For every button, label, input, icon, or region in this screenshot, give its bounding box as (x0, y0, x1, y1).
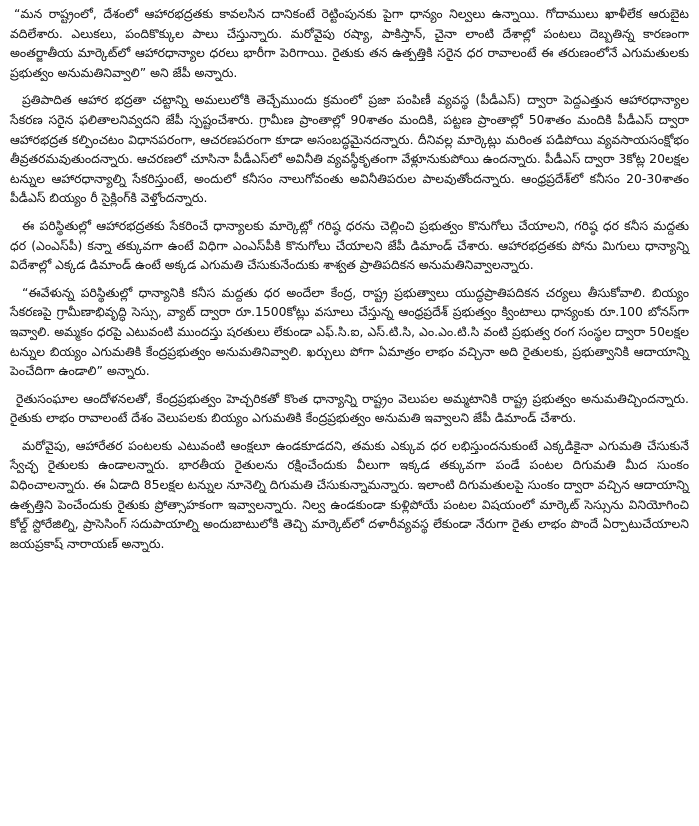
paragraph-msp-purchase: ఈ పరిస్థితుల్లో ఆహారభద్రతకు సేకరించే ధాన్యాలకు మార్కెట్లో గరిష్ఠ ధరను చెల్లించి ప్రభుత్వం కొనుగోలు చేయాలని, గరిష్ఠ ధర కనీస మద్దతు ధర (ఎంఎస్‌పీ) కన్నా తక్కువగా ఉంటే విధిగా ఎంఎస్‌పీకి కొనుగోలు చేయాలని జేపీ డిమాండ్ చేశారు. ఆహారభద్రతకు పోను మిగులు ధాన్యాన్ని విదేశాల్లో ఎక్కడ డిమాండ్ ఉంటే అక్కడ ఎగుమతి చేసుకునేందుకు శాశ్వత ప్రాతిపదికన అనుమతినివ్వాలన్నారు. (10, 217, 689, 273)
paragraph-govt-action-quote: “ఈవేళున్న పరిస్థితుల్లో ధాన్యానికి కనీస మద్దతు ధర అందేలా కేంద్ర, రాష్ట్ర ప్రభుత్వాలు యుద్ధప్రాతిపదికన చర్యలు తీసుకోవాలి. బియ్యం సేకరణపై గ్రామీణాభివృద్ధి సెస్సు, వ్యాట్ ద్వారా రూ.1500కోట్లు వసూలు చేస్తున్న ఆంధ్రప్రదేశ్ ప్రభుత్వం క్వింటాలు ధాన్యంకు రూ.100 బోనస్‌గా ఇవ్వాలి. అమ్మకం ధరపై ఎటువంటి ముందస్తు షరతులు లేకుండా ఎఫ్.సి.ఐ, ఎస్.టి.సి, ఎం.ఎం.టి.సి వంటి ప్రభుత్వ రంగ సంస్థల ద్వారా 50లక్షల టన్నుల బియ్యం ఎగుమతికి కేంద్రప్రభుత్వం అనుమతినివ్వాలి. ఖర్చులు పోగా ఏమాత్రం లాభం వచ్చినా అది రైతులకు, ప్రభుత్వానికి ఆదాయాన్ని పెంచేదిగా ఉండాలి” అన్నారు. (10, 284, 689, 379)
paragraph-non-food-crops: మరోవైపు, ఆహారేతర పంటలకు ఎటువంటి ఆంక్షలూ ఉండకూడదని, తమకు ఎక్కువ ధర లభిస్తుందనుకుంటే ఎక్కడికైనా ఎగుమతి చేసుకునే స్వేచ్ఛ రైతులకు ఉండాలన్నారు. భారతీయ రైతులను రక్షించేందుకు వీలుగా ఇక్కడ తక్కువగా పండే పంటల దిగుమతి మీద సుంకం విధించాలన్నారు. ఈ ఏడాది 85లక్షల టన్నుల నూనెల్ని దిగుమతి చేసుకున్నామన్నారు. ఇలాంటి దిగుమతులపై సుంకం ద్వారా వచ్చిన ఆదాయాన్ని ఉత్పత్తిని పెంచేందుకు రైతుకు ప్రోత్సాహకంగా ఇవ్వాలన్నారు. నిల్వ ఉండకుండా కుళ్లిపోయే పంటల విషయంలో మార్కెట్ సెస్సును వినియోగించి కోల్డ్ స్టోరేజిల్ని, ప్రాసెసింగ్ సదుపాయాల్ని అందుబాటులోకి తెచ్చి మార్కెట్‌లో దళారీవ్యవస్థ లేకుండా నేరుగా రైతు లాభం పొందే ఏర్పాటుచేయాలని జయప్రకాష్ నారాయణ్ అన్నారు. (10, 437, 689, 551)
paragraph-export-demand: “మన రాష్ట్రంలో, దేశంలో ఆహారభద్రతకు కావలసిన దానికంటే రెట్టింపునకు పైగా ధాన్యం నిల్వలు ఉన్నాయి. గోదాములు ఖాళీలేక ఆరుబైట వదిలేశారు. ఎలుకలు, పందికొక్కుల పాలు చేస్తున్నారు. మరోవైపు రష్యా, పాకిస్తాన్, చైనా లాంటి దేశాల్లో పంటలు దెబ్బతిన్న కారణంగా అంతర్జాతీయ మార్కెట్‌లో ఆహారధాన్యాల ధరలు భారీగా పెరిగాయి. రైతుకు తన ఉత్పత్తికి సరైన ధర రావాలంటే ఈ తరుణంలోనే ఎగుమతులకు ప్రభుత్వం అనుమతినివ్వాలి” అని జేపీ అన్నారు. (10, 6, 689, 80)
paragraph-pds-procurement: ప్రతిపాదిత ఆహార భద్రతా చట్టాన్ని అమలులోకి తెచ్చేముందు క్రమంలో ప్రజా పంపిణీ వ్యవస్థ (పీడీఎస్) ద్వారా పెద్దఎత్తున ఆహారధాన్యాల సేకరణ సరైన ఫలితాలనివ్వదని జేపీ స్పష్టంచేశారు. గ్రామీణ ప్రాంతాల్లో 90శాతం మందికి, పట్టణ ప్రాంతాల్లో 50శాతం మందికి పీడీఎస్ ద్వారా ఆహారభద్రత కల్పించటం విధానపరంగా, ఆచరణపరంగా కూడా అసంబద్ధమైనదన్నారు. దీనివల్ల మార్కెట్లు మరింత పడిపోయి వ్యవసాయసంక్షోభం తీవ్రతరమవుతుందన్నారు. ఆచరణలో చూసినా పీడీఎస్‌లో అవినీతి వ్యవస్థీకృతంగా వేళ్లూనుకుపోయి ఉందన్నారు. పీడీఎస్ ద్వారా 3కోట్ల 20లక్షల టన్నుల ఆహారధాన్యాల్ని సేకరిస్తుంటే, అందులో కనీసం నాలుగోవంతు అవినీతిపరుల పాలవుతోందన్నారు. ఆంధ్రప్రదేశ్‌లో కనీసం 20-30శాతం పీడీఎస్ బియ్యం రీ సైక్లింగ్‌కి వెళ్తోందన్నారు. (10, 92, 689, 206)
paragraph-farmer-protests: రైతుసంఘాల ఆందోళనలతో, కేంద్రప్రభుత్వం హెచ్చరికతో కొంత ధాన్యాన్ని రాష్ట్రం వెలుపల అమ్మటానికి రాష్ట్ర ప్రభుత్వం అనుమతిచ్చిందన్నారు. రైతుకు లాభం రావాలంటే దేశం వెలుపలకు బియ్యం ఎగుమతికి కేంద్రప్రభుత్వం అనుమతి ఇవ్వాలని జేపీ డిమాండ్ చేశారు. (10, 390, 689, 426)
